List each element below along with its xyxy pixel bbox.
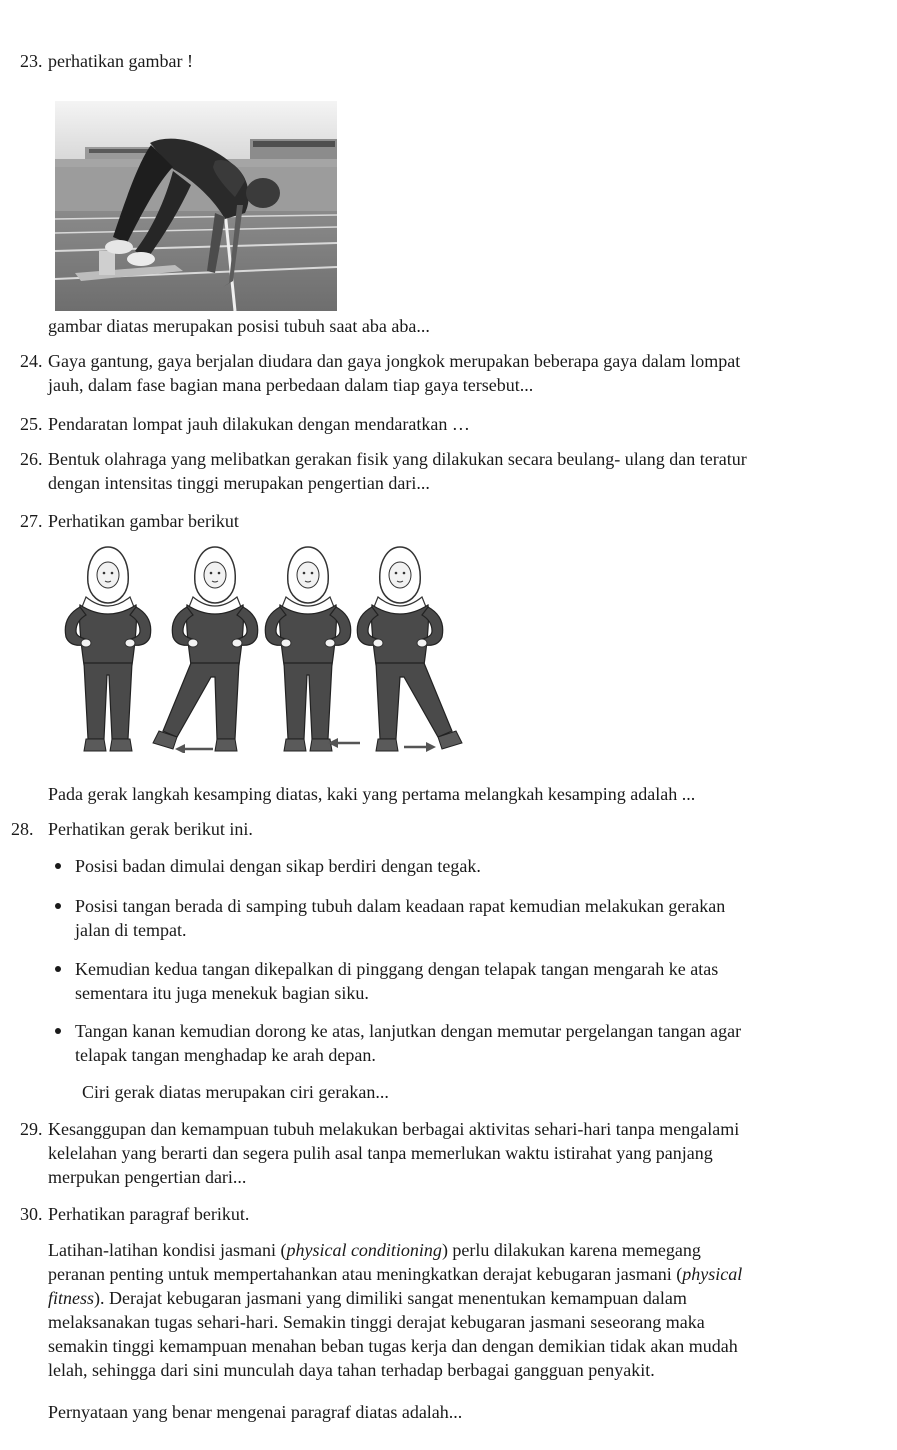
q29-line1: Kesanggupan dan kemampuan tubuh melakukan berbagai aktivitas sehari-hari tanpa mengalami <box>48 1119 740 1139</box>
q28-bullet-2-line1: Posisi tangan berada di samping tubuh dalam keadaan rapat kemudian melakukan gerakan <box>75 896 726 916</box>
q27-number: 27. <box>20 511 43 531</box>
q30-p3-b: ). Derajat kebugaran jasmani yang dimiliki sangat menentukan kemampuan dalam <box>94 1288 687 1308</box>
q28-number: 28. <box>11 819 34 839</box>
q30-number: 30. <box>20 1204 43 1224</box>
side-step-figures <box>60 543 480 753</box>
q30-text: Perhatikan paragraf berikut. <box>48 1204 250 1224</box>
q30-paragraph-line-3 <box>48 1287 883 1310</box>
q30-p1-a: Latihan-latihan kondisi jasmani ( <box>48 1240 287 1260</box>
q28-bullet-4-line2: telapak tangan menghadap ke arah depan. <box>75 1045 376 1065</box>
q30-paragraph-line-2 <box>48 1263 883 1286</box>
q25-number: 25. <box>20 414 43 434</box>
q29-line3: merpukan pengertian dari... <box>48 1167 247 1187</box>
bullet-dot <box>55 966 61 972</box>
q30-paragraph-line-4: melaksanakan tugas sehari-hari. Semakin tinggi derajat kebugaran jasmani seseorang maka <box>48 1312 705 1332</box>
q28-text: Perhatikan gerak berikut ini. <box>48 819 253 839</box>
q29-line2: kelelahan yang berarti dan segera pulih asal tanpa memerlukan waktu istirahat yang panjang <box>48 1143 713 1163</box>
q23-text: perhatikan gambar ! <box>48 51 193 71</box>
q30-p1-b: ) perlu dilakukan karena memegang <box>441 1240 701 1260</box>
q24-line1: Gaya gantung, gaya berjalan diudara dan gaya jongkok merupakan beberapa gaya dalam lompat <box>48 351 741 371</box>
q26-number: 26. <box>20 449 43 469</box>
q27-text: Perhatikan gambar berikut <box>48 511 239 531</box>
q28-bullet-2-line2: jalan di tempat. <box>75 920 187 940</box>
q26-line2: dengan intensitas tinggi merupakan pengertian dari... <box>48 473 430 493</box>
bullet-dot <box>55 863 61 869</box>
q23-caption: gambar diatas merupakan posisi tubuh saat aba aba... <box>48 316 430 336</box>
q30-paragraph-line-5: semakin tinggi kemampuan menahan beban tugas kerja dan dengan demikian tidak akan mudah <box>48 1336 738 1356</box>
q28-bullet-4-line1: Tangan kanan kemudian dorong ke atas, lanjutkan dengan memutar pergelangan tangan agar <box>75 1021 742 1041</box>
sprinter-start-photo <box>55 101 337 311</box>
q28-bullet-1: Posisi badan dimulai dengan sikap berdiri dengan tegak. <box>75 856 481 876</box>
q30-p2-italic: physical <box>682 1264 743 1284</box>
q26-line1: Bentuk olahraga yang melibatkan gerakan fisik yang dilakukan secara beulang- ulang dan teratur <box>48 449 747 469</box>
q30-question: Pernyataan yang benar mengenai paragraf diatas adalah... <box>48 1402 463 1422</box>
q28-bullet-3-line2: sementara itu juga menekuk bagian siku. <box>75 983 369 1003</box>
bullet-dot <box>55 1028 61 1034</box>
q23-number: 23. <box>20 51 43 71</box>
q24-number: 24. <box>20 351 43 371</box>
q30-paragraph-line-6: lelah, sehingga dari sini munculah daya tahan terhadap berbagai gangguan penyakit. <box>48 1360 655 1380</box>
q29-number: 29. <box>20 1119 43 1139</box>
q30-p1-italic: physical conditioning <box>286 1240 442 1260</box>
q30-paragraph-line-1 <box>48 1239 883 1262</box>
q28-bullet-3-line1: Kemudian kedua tangan dikepalkan di pinggang dengan telapak tangan mengarah ke atas <box>75 959 719 979</box>
q24-line2: jauh, dalam fase bagian mana perbedaan dalam tiap gaya tersebut... <box>48 375 534 395</box>
q25-text: Pendaratan lompat jauh dilakukan dengan mendaratkan … <box>48 414 470 434</box>
q28-closing: Ciri gerak diatas merupakan ciri gerakan... <box>82 1082 389 1102</box>
bullet-dot <box>55 903 61 909</box>
q30-p3-italic: fitness <box>48 1288 95 1308</box>
q30-p2-a: peranan penting untuk mempertahankan atau meningkatkan derajat kebugaran jasmani ( <box>48 1264 683 1284</box>
q27-caption: Pada gerak langkah kesamping diatas, kaki yang pertama melangkah kesamping adalah ... <box>48 784 696 804</box>
